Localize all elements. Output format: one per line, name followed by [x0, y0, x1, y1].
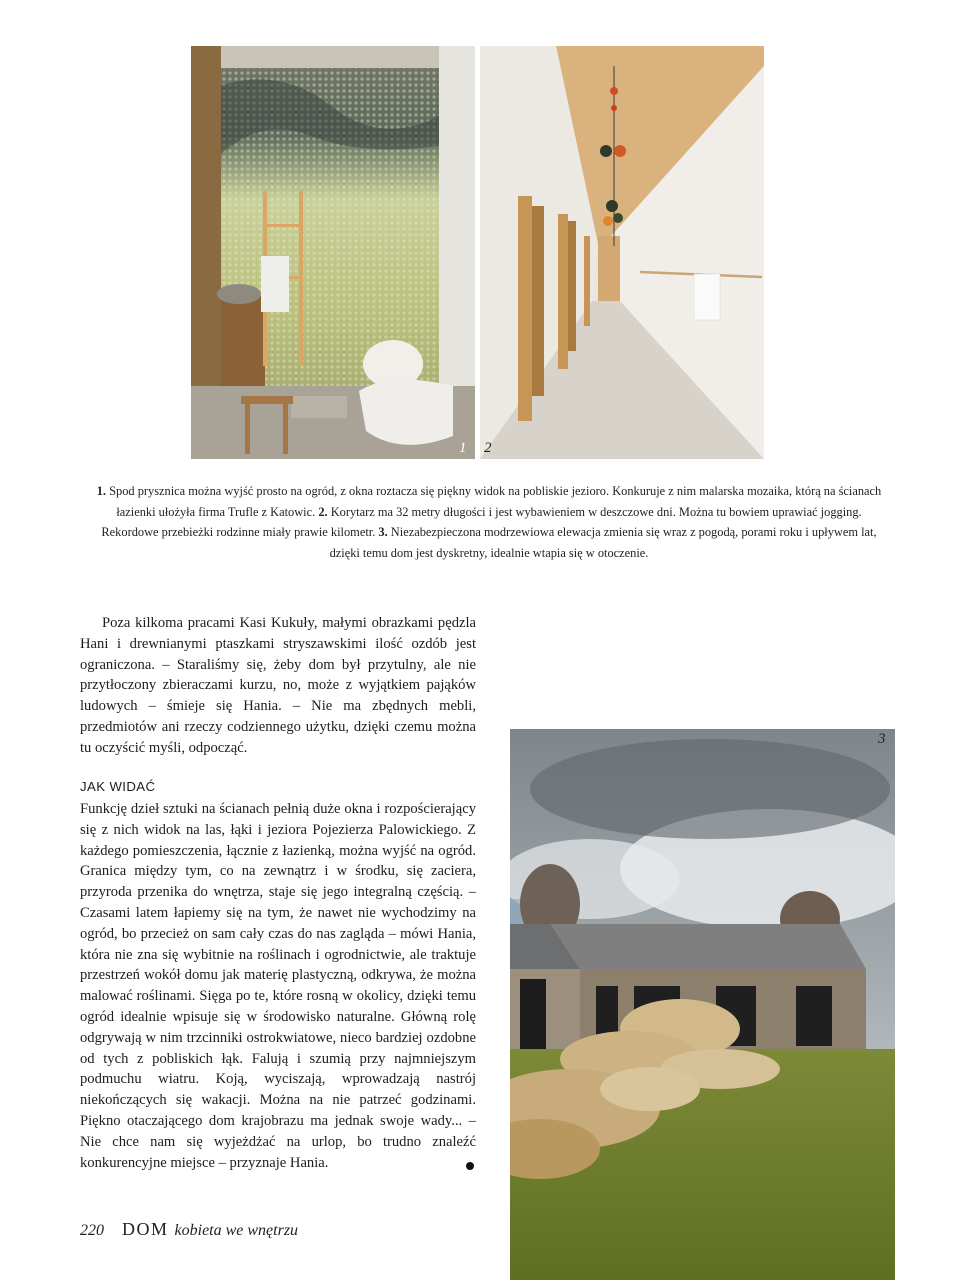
caption-number: 2.	[318, 504, 328, 519]
caption-text: Niezabezpieczona modrzewiowa elewacja zmienia się wraz z pogodą, porami roku i upływem lat, dzięki temu dom jest dyskretny, idealnie wtapia się w otoczenie.	[329, 525, 877, 560]
caption-text: Spod prysznica można wyjść prosto na ogród, z okna roztacza się piękny widok na pobliskie jezioro. Konkuruje z nim malarska mozaika, którą na ścianach łazienki ułożyła firma Trufle z Katowic.	[106, 484, 882, 519]
photo-number: 3	[878, 731, 886, 747]
caption-number: 3.	[378, 525, 388, 539]
section-subheading: JAK WIDAĆ	[80, 779, 156, 794]
page-number: 220	[80, 1222, 104, 1239]
article-paragraph: Funkcję dzieł sztuki na ścianach pełnią duże okna i rozpościerający się z nich widok na las, łąki i jeziora Pojezierza Palowickiego. Z każdego pomieszczenia, łącznie z łazienką, można wyjść na ogród. Granica między tym, co na zewnątrz i w środku, się zaciera, przyroda przenika do wnętrza, staje się jego integralną częścią. – Czasami latem łapiemy się na tym, że nawet nie wychodzimy na ogród, bo przecież on sam cały czas do nas zagląda – mówi Hania, która nie zna się wybitnie na roślinach i ogrodnictwie, ale traktuje przestrzeń wokół domu jak materię plastyczną, odkrywa, że można malować roślinami. Sięga po te, które rosną w okolicy, dzięki temu ogród idealnie wpisuje się w środowisko naturalne. Główną rolę odgrywają w nim trzcinniki ostrokwiatowe, nieco bardziej ozdobne od tych z pobliskich łąk. Falują i szumią przy najmniejszym podmuchu wiatru. Koją, wyciszają, wprowadzają nastrój niekończących się wakacji. Można na nie patrzeć godzinami. Piękno otaczającego dom krajobrazu ma jednak swoje wady... – Nie chce nam się wyjeżdżać na urlop, bo trudno znaleźć konkurencyjne miejsce – przyznaje Hania.	[80, 801, 476, 1171]
page-footer	[80, 1219, 298, 1243]
photo-number: 2	[484, 440, 492, 456]
caption-number: 1.	[96, 484, 107, 498]
caption-text: Korytarz ma 32 metry długości i jest wybawieniem w deszczowe dni. Można tu bowiem uprawiać jogging. Rekordowe przebieżki rodzinne miały prawie kilometr.	[101, 504, 862, 539]
magazine-name: DOM	[122, 1219, 169, 1239]
article-paragraph: Poza kilkoma pracami Kasi Kukuły, małymi obrazkami pędzla Hani i drewnianymi ptaszkami stryszawskimi ilość ozdób jest ograniczona. – Staraliśmy się, żeby dom był przytulny, ale nie przytłoczony zbieraczami kurzu, no, może z wyjątkiem pająków ludowych – śmieje się Hania. – Nie ma zbędnych mebli, przedmiotów ani rzeczy codziennego użytku, dzięki czemu można tu oczyścić myśli, odpocząć.	[80, 615, 476, 756]
photo-caption	[96, 481, 882, 563]
photo-bathroom	[191, 46, 475, 459]
photo-number: 1	[459, 440, 467, 456]
magazine-tagline: kobieta we wnętrzu	[174, 1222, 299, 1239]
end-of-article-dot-icon	[466, 1162, 474, 1170]
photo-house-exterior	[510, 729, 895, 1280]
photo-corridor	[480, 46, 764, 459]
